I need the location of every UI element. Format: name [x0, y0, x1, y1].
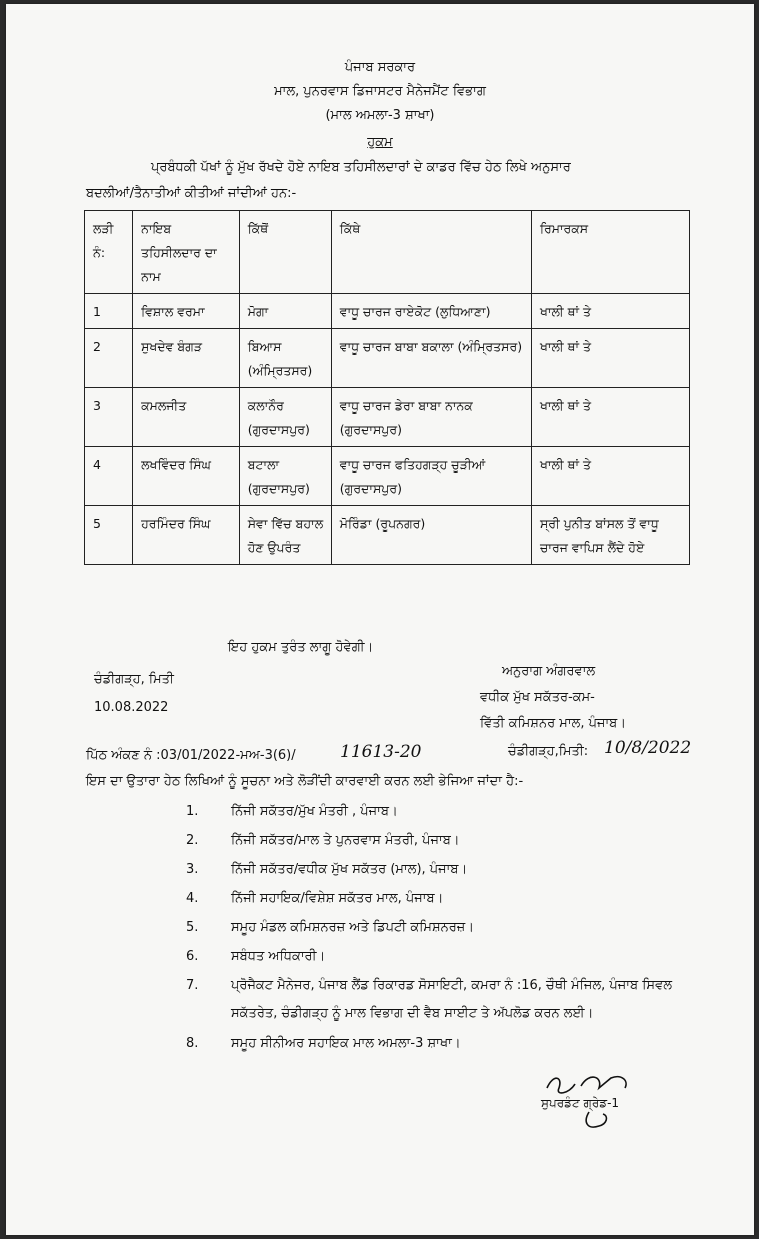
table-row [85, 388, 690, 447]
cell-remarks: ਖਾਲੀ ਥਾਂ ਤੇ [531, 388, 689, 447]
item-text: ਨਿੱਜੀ ਸਕੱਤਰ/ਮਾਲ ਤੇ ਪੁਨਰਵਾਸ ਮੰਤਰੀ, ਪੰਜਾਬ। [231, 833, 460, 848]
cell-from: ਕਲਾਨੌਰ (ਗੁਰਦਾਸਪੁਰ) [239, 388, 331, 447]
effect-line: ਇਹ ਹੁਕਮ ਤੁਰੰਤ ਲਾਗੂ ਹੋਵੇਗੀ। [228, 640, 374, 655]
item-text: ਸਬੰਧਤ ਅਧਿਕਾਰੀ। [231, 949, 326, 964]
cell-to: ਵਾਧੂ ਚਾਰਜ ਰਾਏਕੋਟ (ਲੁਧਿਆਣਾ) [331, 294, 531, 329]
header-name: ਨਾਇਬ ਤਹਿਸੀਲਦਾਰ ਦਾ ਨਾਮ [133, 211, 240, 294]
cell-sr: 3 [85, 388, 133, 447]
cell-to: ਮੋਰਿੰਡਾ (ਰੂਪਨਗਰ) [331, 506, 531, 565]
document-page [6, 4, 754, 1235]
item-number: 8. [186, 1036, 199, 1051]
cell-to: ਵਾਧੂ ਚਾਰਜ ਬਾਬਾ ਬਕਾਲਾ (ਅੰਮ੍ਰਿਤਸਰ) [331, 329, 531, 388]
item-text-continued: ਸਕੱਤਰੇਤ, ਚੰਡੀਗੜ੍ਹ ਨੂੰ ਮਾਲ ਵਿਭਾਗ ਦੀ ਵੈਬ ਸਾਈਟ ਤੇ ਅੱਪਲੋਡ ਕਰਨ ਲਈ। [231, 1006, 594, 1021]
item-text: ਨਿੱਜੀ ਸਕੱਤਰ/ਵਧੀਕ ਮੁੱਖ ਸਕੱਤਰ (ਮਾਲ), ਪੰਜਾਬ। [231, 862, 468, 877]
table-header-row [85, 211, 690, 294]
cell-remarks: ਸ੍ਰੀ ਪੁਨੀਤ ਬਾਂਸਲ ਤੋਂ ਵਾਧੂ ਚਾਰਜ ਵਾਪਿਸ ਲੈਂਦੇ ਹੋਏ [531, 506, 689, 565]
cell-remarks: ਖਾਲੀ ਥਾਂ ਤੇ [531, 447, 689, 506]
item-number: 2. [186, 833, 199, 848]
endorsement-number-label: ਪਿੱਠ ਅੰਕਣ ਨੰ :03/01/2022-ਮਅ-3(6)/ [86, 748, 296, 763]
cell-name: ਕਮਲਜੀਤ [133, 388, 240, 447]
header-from: ਕਿੱਥੋਂ [239, 211, 331, 294]
cell-from: ਬਿਆਸ (ਅੰਮ੍ਰਿਤਸਰ) [239, 329, 331, 388]
signature-stamp: ਸੁਪਰਡੰਟ ਗ੍ਰੇਡ-1 [541, 1096, 620, 1110]
item-text: ਸਮੂਹ ਸੀਨੀਅਰ ਸਹਾਇਕ ਮਾਲ ਅਮਲਾ-3 ਸ਼ਾਖਾ। [231, 1036, 461, 1051]
item-text: ਸਮੂਹ ਮੰਡਲ ਕਮਿਸ਼ਨਰਜ਼ ਅਤੇ ਡਿਪਟੀ ਕਮਿਸ਼ਨਰਜ਼। [231, 920, 475, 935]
header-remarks: ਰਿਮਾਰਕਸ [531, 211, 689, 294]
cell-sr: 2 [85, 329, 133, 388]
transfer-table [84, 210, 690, 565]
officer-designation: ਵਧੀਕ ਮੁੱਖ ਸਕੱਤਰ-ਕਮ- [480, 690, 595, 705]
item-number: 6. [186, 949, 199, 964]
govt-name: ਪੰਜਾਬ ਸਰਕਾਰ [344, 60, 416, 75]
table-row [85, 506, 690, 565]
cell-sr: 1 [85, 294, 133, 329]
endorsement-number-handwritten: 11613-20 [340, 742, 422, 762]
order-title: ਹੁਕਮ [367, 135, 393, 150]
table-row [85, 294, 690, 329]
endorsement-intro: ਇਸ ਦਾ ਉਤਾਰਾ ਹੇਠ ਲਿਖਿਆਂ ਨੂੰ ਸੂਚਨਾ ਅਤੇ ਲੋੜੀਂਦੀ ਕਾਰਵਾਈ ਕਰਨ ਲਈ ਭੇਜਿਆ ਜਾਂਦਾ ਹੈ:- [86, 774, 524, 789]
header-to: ਕਿੱਥੇ [331, 211, 531, 294]
cell-to: ਵਾਧੂ ਚਾਰਜ ਡੇਰਾ ਬਾਬਾ ਨਾਨਕ (ਗੁਰਦਾਸਪੁਰ) [331, 388, 531, 447]
intro-line-2: ਬਦਲੀਆਂ/ਤੈਨਾਤੀਆਂ ਕੀਤੀਆਂ ਜਾਂਦੀਆਂ ਹਨ:- [86, 186, 297, 201]
item-number: 5. [186, 920, 199, 935]
endorsement-date-label: ਚੰਡੀਗੜ੍ਹ,ਮਿਤੀ: [508, 744, 589, 759]
department-name: ਮਾਲ, ਪੁਨਰਵਾਸ ਡਿਜਾਸਟਰ ਮੈਨੇਜਮੈਂਟ ਵਿਭਾਗ [274, 84, 486, 99]
table-row [85, 329, 690, 388]
cell-from: ਸੇਵਾ ਵਿੱਚ ਬਹਾਲ ਹੋਣ ਉਪਰੰਤ [239, 506, 331, 565]
item-number: 7. [186, 978, 199, 993]
cell-name: ਸੁਖਦੇਵ ਬੰਗੜ [133, 329, 240, 388]
item-number: 1. [186, 804, 199, 819]
cell-name: ਹਰਮਿੰਦਰ ਸਿੰਘ [133, 506, 240, 565]
intro-line-1: ਪ੍ਰਬੰਧਕੀ ਪੱਖਾਂ ਨੂੰ ਮੁੱਖ ਰੱਖਦੇ ਹੋਏ ਨਾਇਬ ਤਹਿਸੀਲਦਾਰਾਂ ਦੇ ਕਾਡਰ ਵਿੱਚ ਹੇਠ ਲਿਖੇ ਅਨੁਸਾਰ [151, 160, 571, 175]
item-number: 3. [186, 862, 199, 877]
cell-remarks: ਖਾਲੀ ਥਾਂ ਤੇ [531, 329, 689, 388]
table-row [85, 447, 690, 506]
place-date-label: ਚੰਡੀਗੜ੍ਹ, ਮਿਤੀ [94, 672, 174, 687]
signature [541, 1066, 651, 1146]
header-sr: ਲੜੀ ਨੰ: [85, 211, 133, 294]
officer-name: ਅਨੁਰਾਗ ਅੰਗਰਵਾਲ [502, 664, 596, 679]
order-date: 10.08.2022 [94, 700, 169, 715]
cell-remarks: ਖਾਲੀ ਥਾਂ ਤੇ [531, 294, 689, 329]
item-text: ਪ੍ਰੋਜੈਕਟ ਮੈਨੇਜਰ, ਪੰਜਾਬ ਲੈਂਡ ਰਿਕਾਰਡ ਸੋਸਾਇਟੀ, ਕਮਰਾ ਨੰ :16, ਚੌਥੀ ਮੰਜਿਲ, ਪੰਜਾਬ ਸਿਵਲ [231, 978, 672, 993]
endorsement-date-handwritten: 10/8/2022 [604, 738, 692, 758]
branch-name: (ਮਾਲ ਅਮਲਾ-3 ਸ਼ਾਖਾ) [325, 108, 435, 123]
cell-to: ਵਾਧੂ ਚਾਰਜ ਫਤਿਹਗੜ੍ਹ ਚੂੜੀਆਂ (ਗੁਰਦਾਸਪੁਰ) [331, 447, 531, 506]
cell-name: ਲਖਵਿੰਦਰ ਸਿੰਘ [133, 447, 240, 506]
cell-from: ਬਟਾਲਾ (ਗੁਰਦਾਸਪੁਰ) [239, 447, 331, 506]
cell-sr: 4 [85, 447, 133, 506]
item-number: 4. [186, 891, 199, 906]
cell-sr: 5 [85, 506, 133, 565]
item-text: ਨਿੱਜੀ ਸਹਾਇਕ/ਵਿਸ਼ੇਸ਼ ਸਕੱਤਰ ਮਾਲ, ਪੰਜਾਬ। [231, 891, 444, 906]
officer-designation-2: ਵਿੱਤੀ ਕਮਿਸ਼ਨਰ ਮਾਲ, ਪੰਜਾਬ। [480, 716, 627, 731]
cell-name: ਵਿਸ਼ਾਲ ਵਰਮਾ [133, 294, 240, 329]
item-text: ਨਿੱਜੀ ਸਕੱਤਰ/ਮੁੱਖ ਮੰਤਰੀ , ਪੰਜਾਬ। [231, 804, 398, 819]
cell-from: ਮੋਗਾ [239, 294, 331, 329]
